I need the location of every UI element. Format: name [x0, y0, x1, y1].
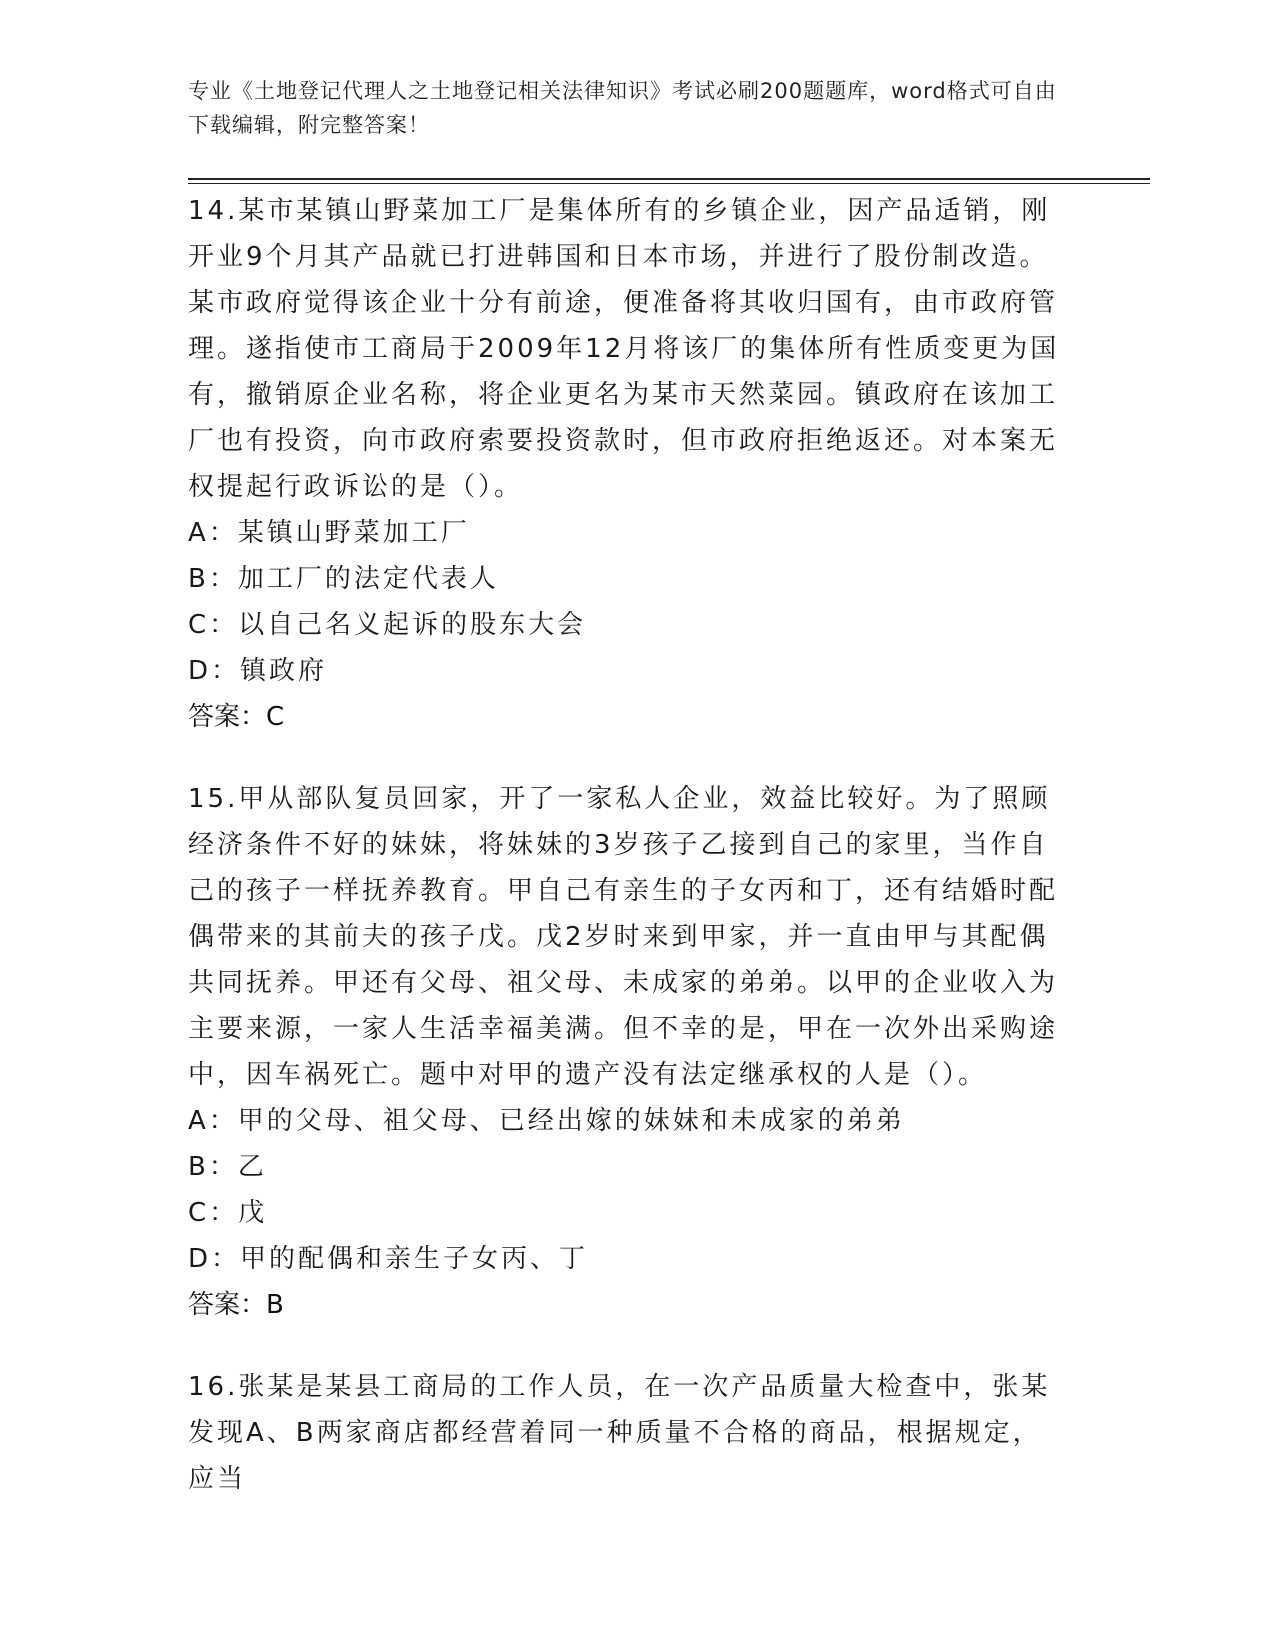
question-15	[188, 776, 1068, 1328]
answer: 答案：C	[188, 702, 285, 732]
option-a: A：甲的父母、祖父母、已经出嫁的妹妹和未成家的弟弟	[188, 1106, 905, 1136]
option-b: B：加工厂的法定代表人	[188, 564, 499, 594]
option-c: C：以自己名义起诉的股东大会	[188, 610, 587, 640]
question-14	[188, 188, 1068, 740]
question-text: 14.某市某镇山野菜加工厂是集体所有的乡镇企业，因产品适销，刚开业9个月其产品就已打进韩国和日本市场，并进行了股份制改造。某市政府觉得该企业十分有前途，便准备将其收归国有，由市政府管理。遂指使市工商局于2009年12月将该厂的集体所有性质变更为国有，撤销原企业名称，将企业更名为某市天然菜园。镇政府在该加工厂也有投资，向市政府索要投资款时，但市政府拒绝返还。对本案无权提起行政诉讼的是（）。	[188, 196, 1060, 502]
header-divider-thin	[188, 183, 1150, 184]
header-divider-thick	[188, 178, 1150, 180]
question-text: 16.张某是某县工商局的工作人员，在一次产品质量大检查中，张某发现A、B两家商店都经营着同一种质量不合格的商品，根据规定，应当	[188, 1372, 1051, 1494]
option-d: D：镇政府	[188, 656, 328, 686]
question-text: 15.甲从部队复员回家，开了一家私人企业，效益比较好。为了照顾经济条件不好的妹妹，将妹妹的3岁孩子乙接到自己的家里，当作自己的孩子一样抚养教育。甲自己有亲生的子女丙和丁，还有结婚时配偶带来的其前夫的孩子戊。戊2岁时来到甲家，并一直由甲与其配偶共同抚养。甲还有父母、祖父母、未成家的弟弟。以甲的企业收入为主要来源，一家人生活幸福美满。但不幸的是，甲在一次外出采购途中，因车祸死亡。题中对甲的遗产没有法定继承权的人是（）。	[188, 784, 1059, 1090]
option-d: D：甲的配偶和亲生子女丙、丁	[188, 1244, 589, 1274]
answer: 答案：B	[188, 1290, 284, 1320]
option-c: C：戊	[188, 1198, 268, 1228]
option-b: B：乙	[188, 1152, 267, 1182]
question-16	[188, 1364, 1068, 1502]
document-header: 专业《土地登记代理人之土地登记相关法律知识》考试必刷200题题库，word格式可自由下载编辑，附完整答案！	[188, 79, 1057, 137]
option-a: A：某镇山野菜加工厂	[188, 518, 470, 548]
